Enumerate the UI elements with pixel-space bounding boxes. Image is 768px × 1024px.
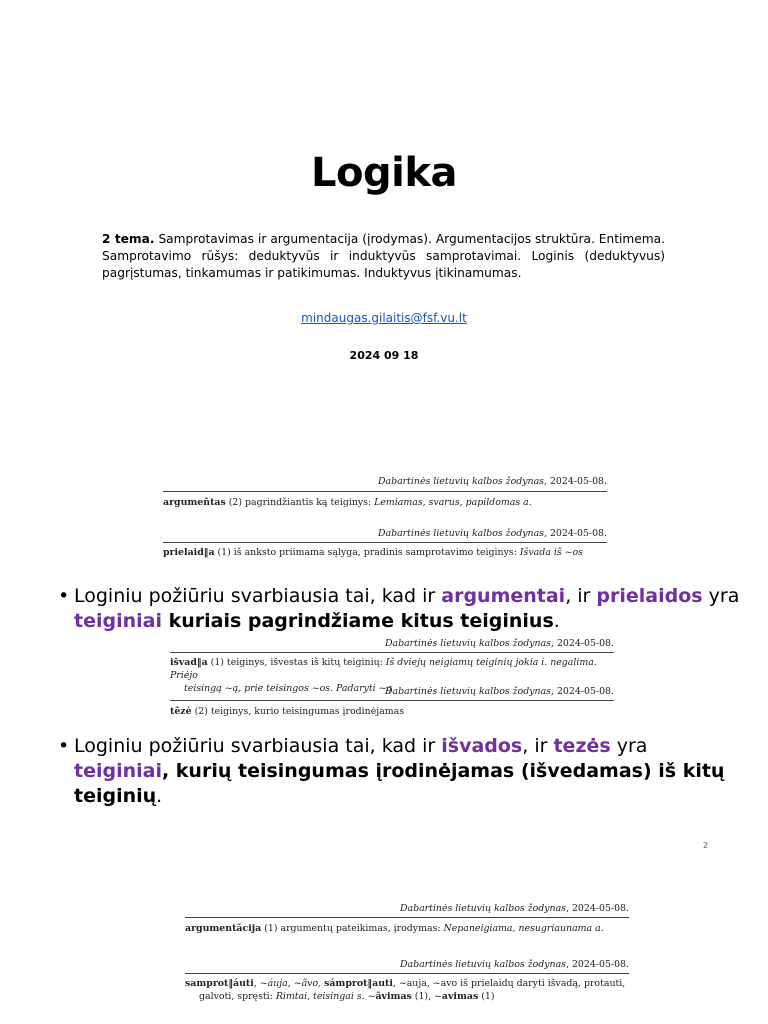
dictionary-entry-teze: tẽzė (2) teiginys, kurio teisingumas įrodinėjamas	[170, 706, 405, 717]
divider	[185, 973, 629, 974]
divider	[170, 652, 614, 653]
dictionary-source: Dabartinės lietuvių kalbos žodynas, 2024-05-08.	[399, 959, 629, 970]
slide-title: Logika	[311, 150, 457, 196]
dictionary-source: Dabartinės lietuvių kalbos žodynas, 2024-05-08.	[377, 476, 607, 487]
divider	[163, 542, 607, 543]
topic-description	[102, 231, 665, 282]
dictionary-entry-isvada: išvad‖a (1) teiginys, išvestas iš kitų teiginių: Iš dviejų neigiamų teiginių jokia i. negalima. Priėjo teisingą ~ą, prie teisingos ~os. Padaryti ~ą	[170, 657, 597, 694]
date-label: 2024 09 18	[349, 349, 419, 362]
divider	[185, 917, 629, 918]
topic-label: 2 tema.	[102, 232, 155, 246]
dictionary-entry-prielaida: prielaid‖a (1) iš anksto priimama sąlyga, pradinis samprotavimo teiginys: Išvada iš ~os	[163, 547, 583, 558]
dictionary-excerpt-1	[163, 474, 607, 564]
bullet-dot: •	[58, 585, 70, 607]
dictionary-source: Dabartinės lietuvių kalbos žodynas, 2024-05-08.	[384, 686, 614, 697]
dictionary-entry-samprotauti: samprot‖áuti, ~áuja, ~ãvo, sámprot‖auti, ~auja, ~avo iš prielaidų daryti išvadą, protauti, galvoti, spręsti: Rimtai, teisingai s. ~ãvimas (1), ~avimas (1)	[185, 978, 626, 1002]
bullet-item-2: • Loginiu požiūriu svarbiausia tai, kad ir išvados, ir tezės yra teiginiai, kurių teisingumas įrodinėjamas (išvedamas) iš kitų teiginių.	[58, 735, 725, 807]
divider	[170, 700, 614, 701]
dictionary-entry-argumentacija: argumentãcija (1) argumentų pateikimas, įrodymas: Nepaneigiama, nesugriaunama a.	[185, 923, 604, 934]
dictionary-source: Dabartinės lietuvių kalbos žodynas, 2024-05-08.	[384, 638, 614, 649]
dictionary-source: Dabartinės lietuvių kalbos žodynas, 2024-05-08.	[399, 903, 629, 914]
page-number: 2	[703, 841, 709, 850]
topic-text: Samprotavimas ir argumentacija (įrodymas). Argumentacijos struktūra. Entimema. Samprotavimo rūšys: deduktyvūs ir induktyvūs samprotavimai. Loginis (deduktyvus) pagrįstumas, tinkamumas ir patikimumas. Induktyvus įtikinamumas.	[102, 232, 665, 280]
dictionary-excerpt-2	[170, 638, 614, 723]
dictionary-source: Dabartinės lietuvių kalbos žodynas, 2024-05-08.	[377, 528, 607, 539]
bullet-dot: •	[58, 735, 70, 757]
bullet-item-1: • Loginiu požiūriu svarbiausia tai, kad ir argumentai, ir prielaidos yra teiginiai kuriais pagrindžiame kitus teiginius.	[58, 585, 740, 632]
divider	[163, 491, 607, 492]
dictionary-entry-argumentas: argumeñtas (2) pagrindžiantis ką teiginys: Lemiamas, svarus, papildomas a.	[163, 497, 532, 508]
email-link[interactable]: mindaugas.gilaitis@fsf.vu.lt	[301, 311, 467, 325]
dictionary-excerpt-3	[185, 903, 629, 1013]
